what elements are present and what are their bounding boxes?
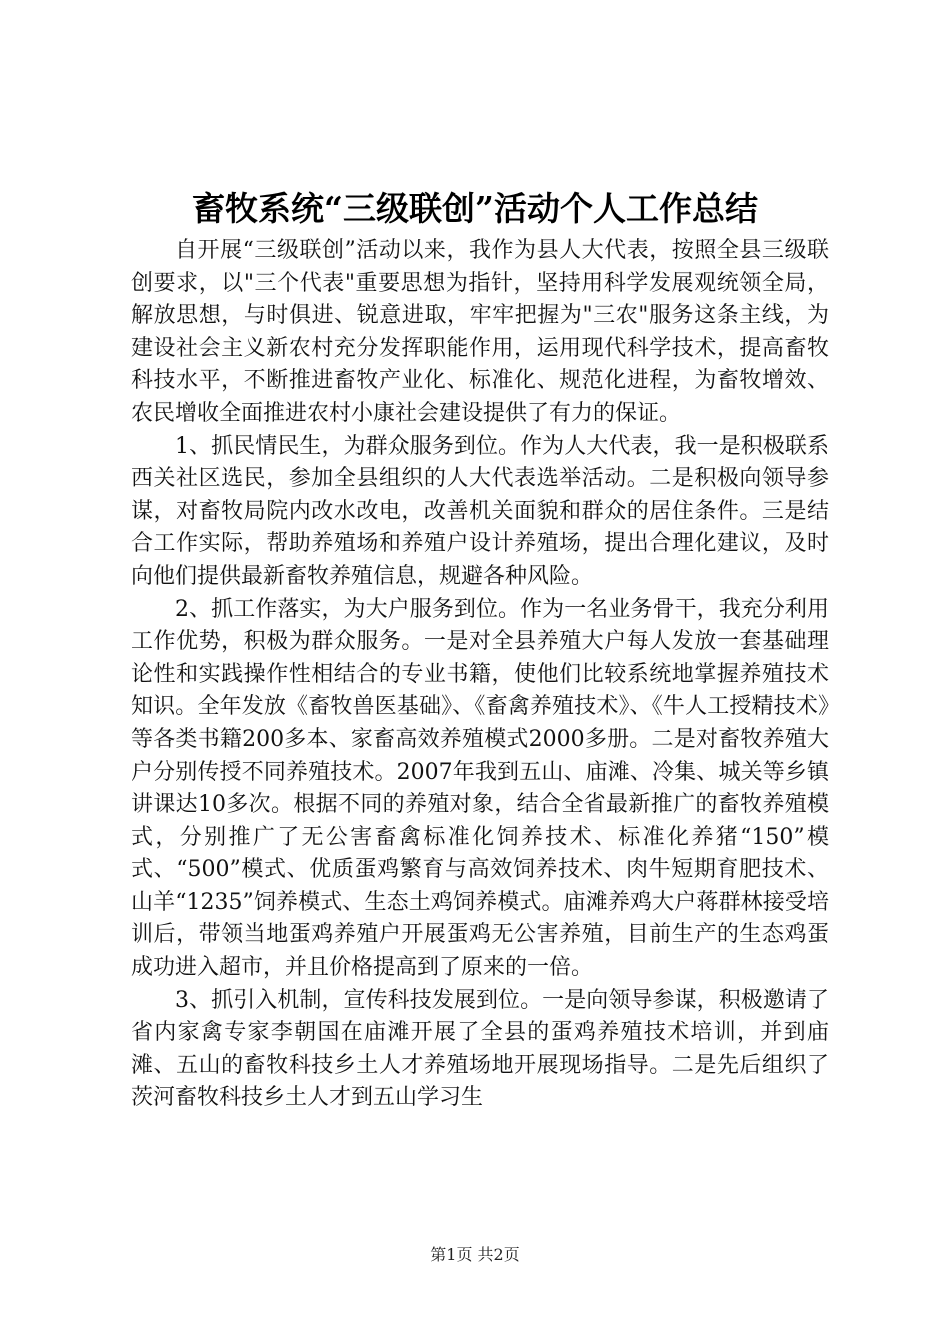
page-number-footer: 第1页 共2页 (430, 1245, 520, 1264)
paragraph-item-1: 1、抓民情民生，为群众服务到位。作为人大代表，我一是积极联系西关社区选民，参加全县组织的人大代表选举活动。二是积极向领导参谋，对畜牧局院内改水改电，改善机关面貌和群众的居住条件。三是结合工作实际，帮助养殖场和养殖户设计养殖场，提出合理化建议，及时向他们提供最新畜牧养殖信息，规避各种风险。 (131, 433, 829, 589)
paragraph-item-3: 3、抓引入机制，宣传科技发展到位。一是向领导参谋，积极邀请了省内家禽专家李朝国在庙滩开展了全县的蛋鸡养殖技术培训，并到庙滩、五山的畜牧科技乡土人才养殖场地开展现场指导。二是先后组织了茨河畜牧科技乡土人才到五山学习生 (131, 987, 829, 1111)
document-body (131, 235, 829, 1115)
paragraph-item-2: 2、抓工作落实，为大户服务到位。作为一名业务骨干，我充分利用工作优势，积极为群众服务。一是对全县养殖大户每人发放一套基础理论性和实践操作性相结合的专业书籍，使他们比较系统地掌握养殖技术知识。全年发放《畜牧兽医基础》、《畜禽养殖技术》、《牛人工授精技术》等各类书籍200多本、家畜高效养殖模式2000多册。二是对畜牧养殖大户分别传授不同养殖技术。2007年我到五山、庙滩、冷集、城关等乡镇讲课达10多次。根据不同的养殖对象，结合全省最新推广的畜牧养殖模式，分别推广了无公害畜禽标准化饲养技术、标准化养猪“150”模式、“500”模式、优质蛋鸡繁育与高效饲养技术、肉牛短期育肥技术、山羊“1235”饲养模式、生态土鸡饲养模式。庙滩养鸡大户蒋群林接受培训后，带领当地蛋鸡养殖户开展蛋鸡无公害养殖，目前生产的生态鸡蛋成功进入超市，并且价格提高到了原来的一倍。 (131, 596, 829, 981)
paragraph-intro: 自开展“三级联创”活动以来，我作为县人大代表，按照全县三级联创要求，以"三个代表"重要思想为指针，坚持用科学发展观统领全局，解放思想，与时俱进、锐意进取，牢牢把握为"三农"服务这条主线，为建设社会主义新农村充分发挥职能作用，运用现代科学技术，提高畜牧科技水平，不断推进畜牧产业化、标准化、规范化进程，为畜牧增效、农民增收全面推进农村小康社会建设提供了有力的保证。 (131, 238, 829, 426)
document-title: 畜牧系统“三级联创”活动个人工作总结 (192, 189, 758, 228)
